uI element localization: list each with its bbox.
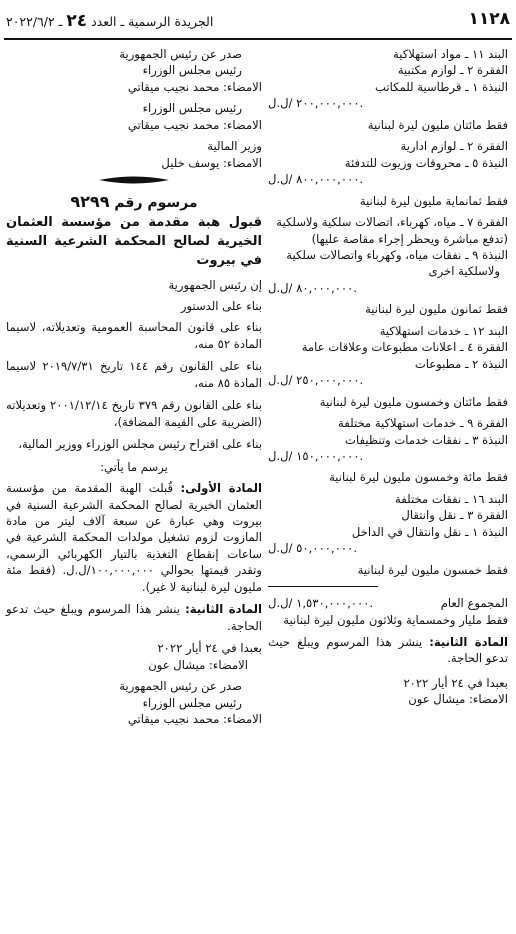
decree-label: مرسوم رقم	[114, 195, 198, 212]
signatory-title: رئيس مجلس الوزراء	[142, 695, 242, 710]
budget-line: النبذة ٥ ـ محروقات وزيوت للتدفئة	[344, 155, 508, 170]
amount-in-words: فقط ثمانون مليون ليرة لبنانية	[365, 302, 508, 317]
signatory-title: رئيس مجلس الوزراء	[142, 101, 242, 116]
article-two	[6, 601, 262, 634]
preamble-line: بناء على الدستور	[180, 299, 262, 314]
page-number: ١١٢٨	[468, 9, 510, 29]
amount: ٢٠٠,٠٠٠,٠٠٠ /ل.ل.	[268, 96, 364, 111]
left-column	[6, 46, 262, 727]
decree-title: قبول هبة مقدمة من مؤسسة العثمان الخيرية لصالح المحكمة الشرعية السنية في بيروت	[6, 215, 262, 268]
article-label: المادة الثانية:	[185, 602, 263, 617]
amount: ٥٠,٠٠٠,٠٠٠ /ل.ل.	[268, 541, 358, 556]
journal-title	[6, 11, 213, 31]
section-divider	[99, 175, 169, 185]
signing-place-date: بعبدا في ٢٤ أيار ٢٠٢٢	[157, 641, 262, 656]
preamble-line: بناء على قانون المحاسبة العمومية وتعديلاته، لاسيما المادة ٥٢ منه،	[6, 320, 262, 351]
budget-line: الفقرة ٢ ـ لوازم مكتبية	[397, 63, 508, 78]
budget-line: البند ١٦ ـ نفقات مختلفة	[395, 491, 508, 506]
grand-total-label: المجموع العام	[440, 596, 508, 611]
amount: ٨٠,٠٠٠,٠٠٠ /ل.ل.	[268, 280, 358, 295]
page-header	[0, 4, 516, 34]
grand-total-amount: ١,٥٣٠,٠٠٠,٠٠٠ /ل.ل.	[268, 596, 374, 611]
amount-in-words: فقط خمسون مليون ليرة لبنانية	[357, 562, 508, 577]
budget-line: الفقرة ٤ ـ اعلانات مطبوعات وعلاقات عامة	[301, 340, 508, 355]
article-label: المادة الأولى:	[180, 481, 262, 496]
right-column	[268, 46, 508, 707]
signatory-title: رئيس مجلس الوزراء	[142, 63, 242, 78]
article-text: قُبلت الهبة المقدمة من مؤسسة العثمان الخيرية لصالح المحكمة الشرعية السنية في بيروت وهي عبارة عن سبعة آلاف ليتر من مادة المازوت لزوم تشغيل مولدات المحكمة الشرعية في ساعات إنقطاع التغذية بالتيار الكهربائي الرسمي، وتقدر قيمتها بحوالي ١٠٠,٠٠٠,٠٠٠/ل.ل. (فقط مئة مليون ليرة لبنانية لا غير).	[6, 481, 262, 594]
decree-heading	[6, 191, 262, 214]
signature: الامضاء: محمد نجيب ميقاتي	[127, 117, 262, 132]
signatory-title: وزير المالية	[207, 139, 262, 154]
preamble-line: بناء على اقتراح رئيس مجلس الوزراء ووزير المالية،	[18, 437, 262, 452]
budget-line: النبذة ٢ ـ مطبوعات	[414, 356, 508, 371]
amount: ٢٥٠,٠٠٠,٠٠٠ /ل.ل.	[268, 373, 364, 388]
budget-line: النبذة ١ ـ قرطاسية للمكاتب	[374, 79, 508, 94]
amount-in-words: فقط ثمانماية مليون ليرة لبنانية	[359, 193, 508, 208]
journal-name: الجريدة الرسمية ـ العدد	[91, 14, 214, 29]
article-two	[268, 634, 508, 667]
issued-by: صدر عن رئيس الجمهورية	[119, 47, 242, 61]
budget-line: ولاسلكية اخرى	[428, 264, 500, 279]
budget-line: الفقرة ٧ ـ مياه، كهرباء، اتصالات سلكية ولاسلكية	[276, 215, 508, 230]
article-label: المادة الثانية:	[429, 634, 509, 649]
budget-line: النبذة ١ ـ نقل وانتقال في الداخل	[351, 524, 508, 539]
grand-total-in-words: فقط مليار وخمسماية وثلاثون مليون ليرة لبنانية	[283, 613, 508, 628]
signature-president: الامضاء: ميشال عون	[148, 657, 248, 672]
amount-in-words: فقط مائتان مليون ليرة لبنانية	[367, 117, 508, 132]
budget-line: النبذة ٩ ـ نفقات مياه، وكهرباء واتصالات سلكية	[286, 247, 508, 262]
issue-date: ـ ٢٠٢٢/٦/٢	[6, 14, 63, 29]
total-rule	[268, 586, 378, 587]
budget-line: الفقرة ٢ ـ لوازم ادارية	[400, 139, 508, 154]
budget-line: الفقرة ٩ ـ خدمات استهلاكية مختلفة	[338, 416, 508, 431]
budget-line: النبذة ٣ ـ نفقات خدمات وتنظيفات	[345, 432, 508, 447]
preamble-line: إن رئيس الجمهورية	[168, 277, 262, 292]
amount: ١٥٠,٠٠٠,٠٠٠ /ل.ل.	[268, 448, 364, 463]
preamble-line: بناء على القانون رقم ٣٧٩ تاريخ ٢٠٠١/١٢/١٤ وتعديلاته (الضريبة على القيمة المضافة)،	[6, 398, 262, 429]
header-rule	[4, 38, 512, 40]
signature-president: الامضاء: ميشال عون	[408, 691, 508, 706]
amount-in-words: فقط مائتان وخمسون مليون ليرة لبنانية	[319, 394, 508, 409]
amount: ٨٠٠,٠٠٠,٠٠٠ /ل.ل.	[268, 172, 364, 187]
amount-in-words: فقط مائة وخمسون مليون ليرة لبنانية	[329, 470, 508, 485]
budget-note: (تدفع مباشرة ويحظر إجراء مقاصة عليها)	[311, 231, 508, 246]
article-one	[6, 480, 262, 595]
decree-number: ٩٢٩٩	[70, 192, 110, 212]
budget-line: البند ١٢ ـ خدمات استهلاكية	[379, 323, 508, 338]
article-text: ينشر هذا المرسوم ويبلغ حيث تدعو الحاجة.	[268, 634, 508, 666]
article-text: ينشر هذا المرسوم ويبلغ حيث تدعو الحاجة.	[6, 602, 262, 633]
preamble-line: بناء على القانون رقم ١٤٤ تاريخ ٢٠١٩/٧/٣١ لاسيما المادة ٨٥ منه،	[6, 359, 262, 390]
issue-number: ٢٤	[66, 11, 88, 31]
grand-total-row	[268, 595, 508, 612]
budget-line: البند ١١ ـ مواد استهلاكية	[393, 47, 508, 61]
signature: الامضاء: محمد نجيب ميقاتي	[127, 79, 262, 94]
issued-by: صدر عن رئيس الجمهورية	[119, 679, 242, 694]
signature: الامضاء: يوسف خليل	[161, 155, 262, 170]
signature: الامضاء: محمد نجيب ميقاتي	[127, 712, 262, 726]
decrees-as-follows: يرسم ما يأتي:	[100, 459, 168, 474]
signing-place-date: بعبدا في ٢٤ أيار ٢٠٢٢	[403, 675, 508, 690]
budget-line: الفقرة ٣ ـ نقل وانتقال	[401, 508, 508, 523]
